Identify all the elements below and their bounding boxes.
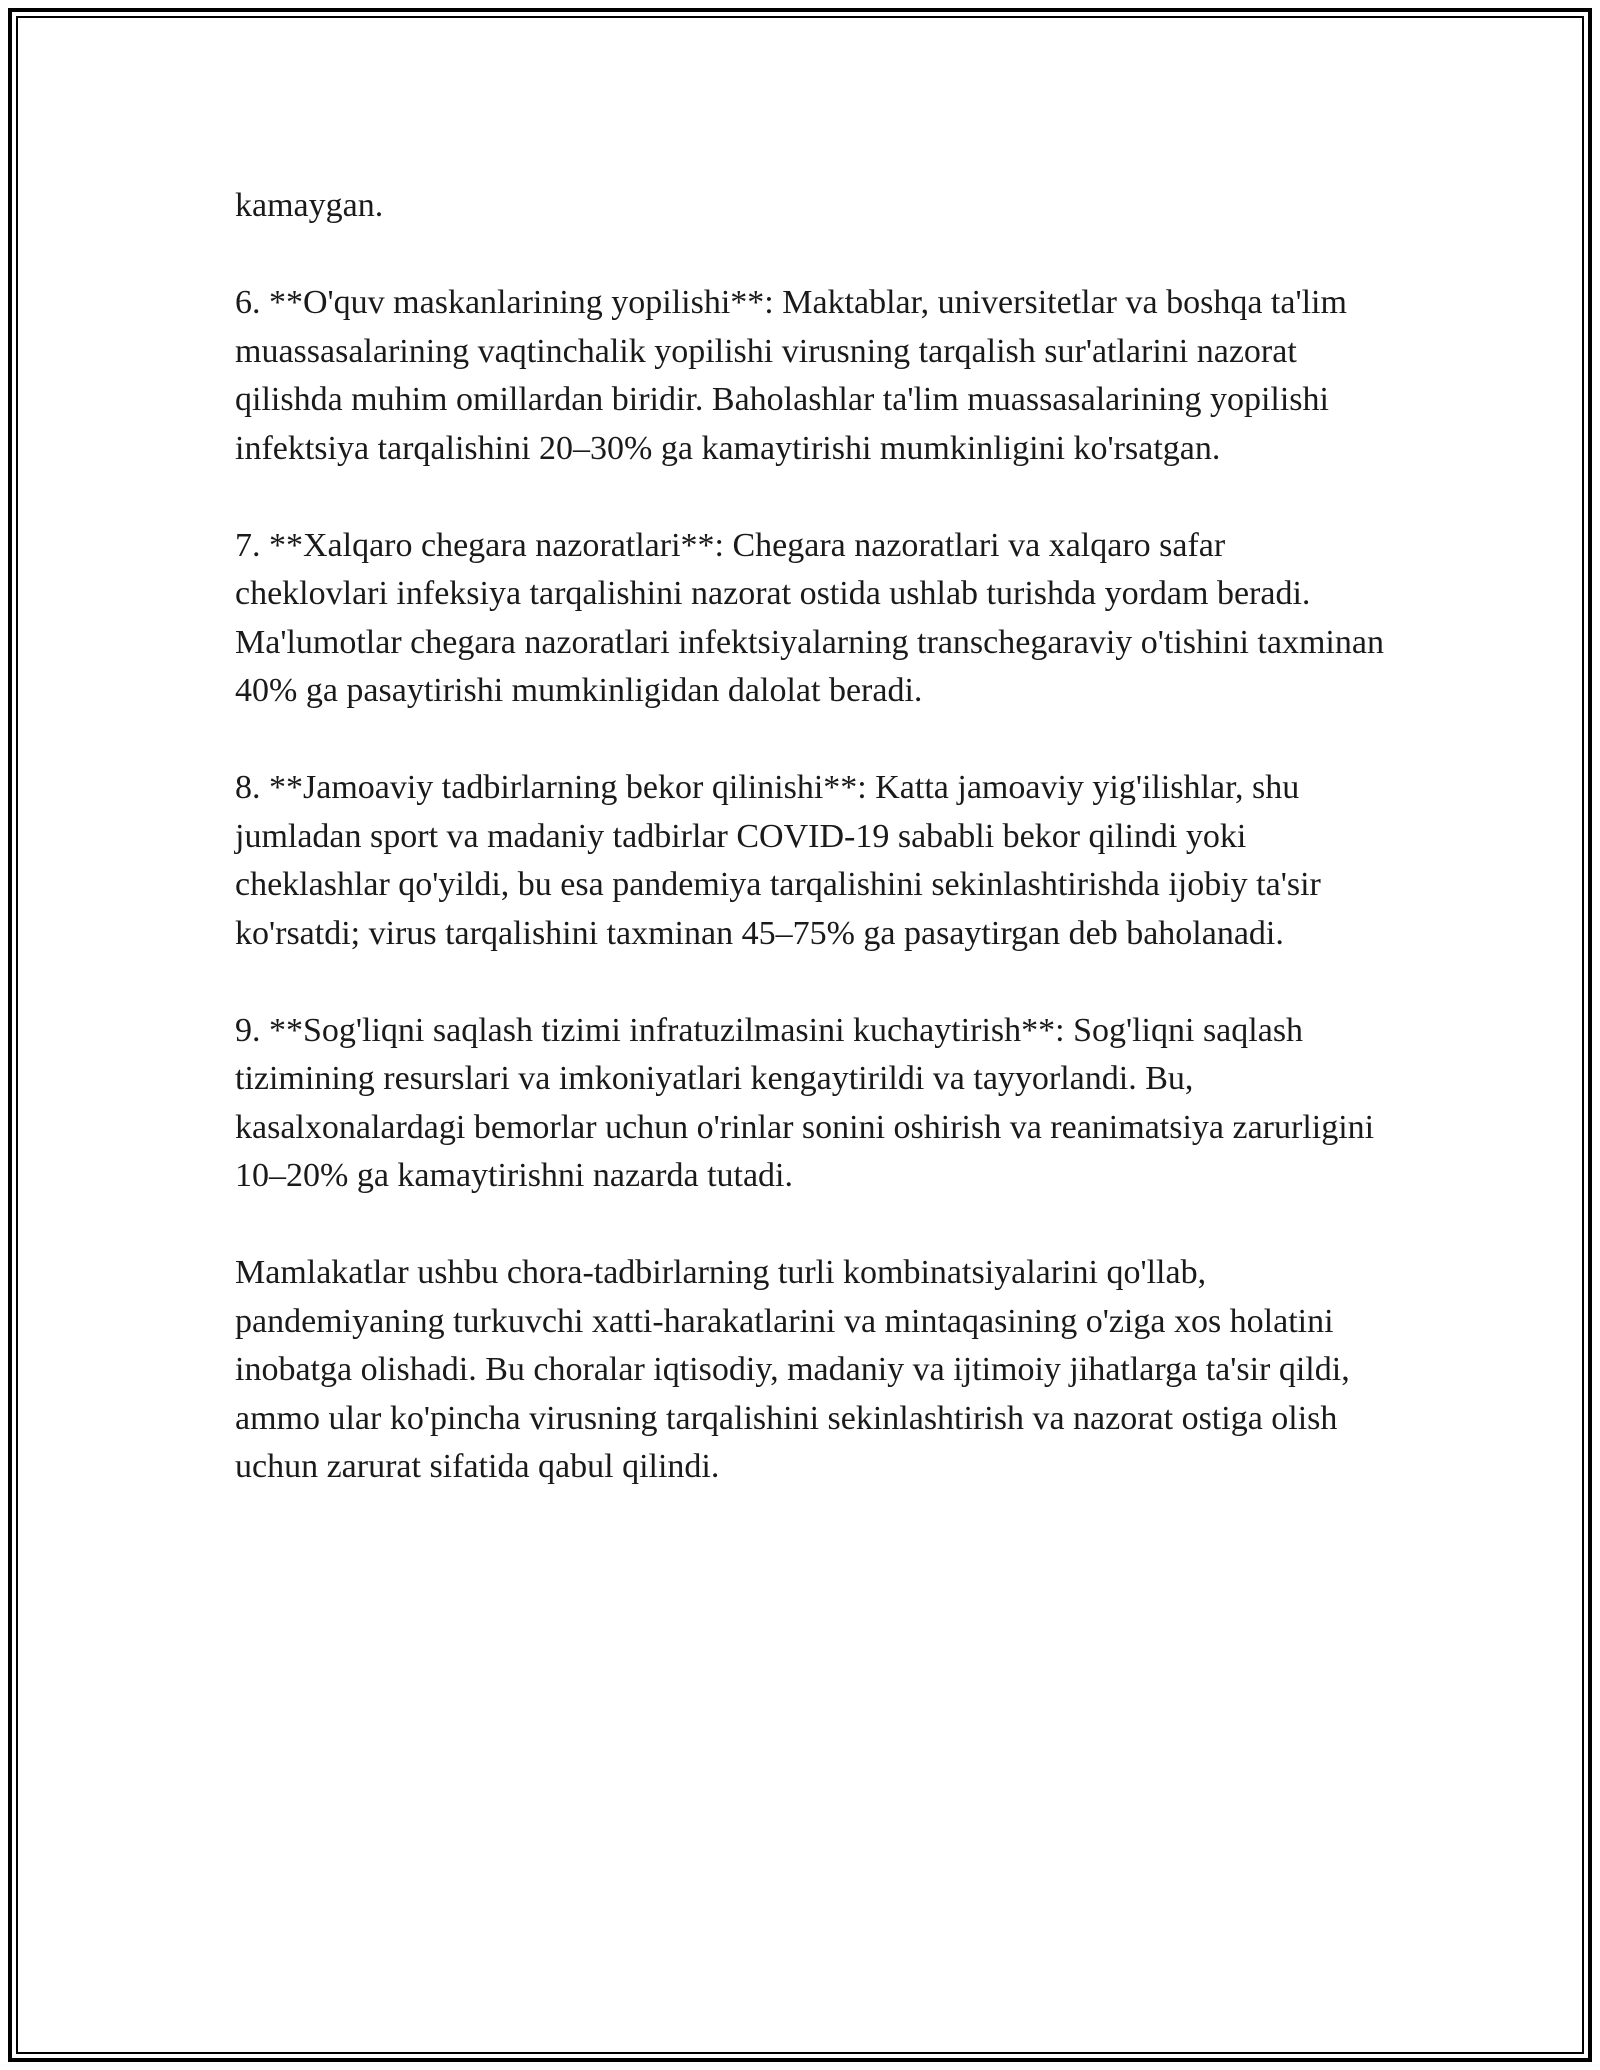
paragraph-continuation: kamaygan. <box>235 187 384 224</box>
paragraph-item-8: 8. **Jamoaviy tadbirlarning bekor qilinishi**: Katta jamoaviy yig'ilishlar, shu jumladan sport va madaniy tadbirlar COVID-19 sababli bekor qilindi yoki cheklashlar qo'yildi, bu esa pandemiya tarqalishini sekinlashtirishda ijobiy ta'sir ko'rsatdi; virus tarqalishini taxminan 45–75% ga pasaytirgan deb baholanadi. <box>235 769 1321 952</box>
paragraph-item-9: 9. **Sog'liqni saqlash tizimi infratuzilmasini kuchaytirish**: Sog'liqni saqlash tizimining resurslari va imkoniyatlari kengaytirildi va tayyorlandi. Bu, kasalxonalardagi bemorlar uchun o'rinlar sonini oshirish va reanimatsiya zarurligini 10–20% ga kamaytirishni nazarda tutadi. <box>235 1011 1375 1194</box>
paragraph-item-7: 7. **Xalqaro chegara nazoratlari**: Chegara nazoratlari va xalqaro safar cheklovlari infeksiya tarqalishini nazorat ostida ushlab turishda yordam beradi. Ma'lumotlar chegara nazoratlari infektsiyalarning transchegaraviy o'tishini taxminan 40% ga pasaytirishi mumkinligidan dalolat beradi. <box>235 526 1384 709</box>
paragraph-item-6: 6. **O'quv maskanlarining yopilishi**: Maktablar, universitetlar va boshqa ta'lim muassasalarining vaqtinchalik yopilishi virusning tarqalish sur'atlarini nazorat qilishda muhim omillardan biridir. Baholashlar ta'lim muassasalarining yopilishi infektsiya tarqalishini 20–30% ga kamaytirishi mumkinligini ko'rsatgan. <box>235 284 1347 467</box>
document-body <box>235 182 1385 1492</box>
paragraph-conclusion: Mamlakatlar ushbu chora-tadbirlarning turli kombinatsiyalarini qo'llab, pandemiyaning turkuvchi xatti-harakatlarini va mintaqasining o'ziga xos holatini inobatga olishadi. Bu choralar iqtisodiy, madaniy va ijtimoiy jihatlarga ta'sir qildi, ammo ular ko'pincha virusning tarqalishini sekinlashtirish va nazorat ostiga olish uchun zarurat sifatida qabul qilindi. <box>235 1254 1350 1485</box>
